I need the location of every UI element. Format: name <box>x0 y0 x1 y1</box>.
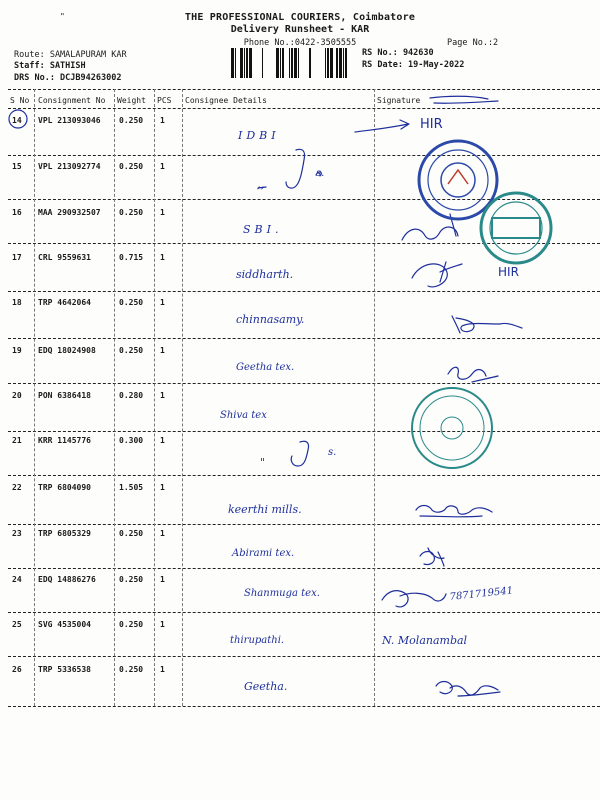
arrow-annotation <box>355 120 409 132</box>
row-consignment-no: VPL 213093046 <box>38 116 101 125</box>
row-weight: 0.250 <box>119 346 144 355</box>
column-consignee-header: Consignee Details <box>185 96 267 105</box>
row-consignment-no: TRP 5336538 <box>38 665 91 674</box>
consignee-row-26-text: Geetha. <box>244 680 288 693</box>
row-pcs: 1 <box>160 162 165 171</box>
row-separator <box>8 108 600 109</box>
consignee-row-17-text: siddharth. <box>236 268 294 281</box>
row-sno: 15 <box>12 162 22 171</box>
column-separator <box>154 89 155 706</box>
signature-row-23-ink <box>420 548 444 566</box>
row-weight: 0.250 <box>119 116 144 125</box>
row-consignment-no: TRP 6804090 <box>38 483 91 492</box>
consignee-row-21-sfx: s. <box>328 447 337 458</box>
drs-number: DRS No.: DCJB94263002 <box>14 73 122 83</box>
consignee-row-22-text: keerthi mills. <box>228 503 302 516</box>
row-separator <box>8 199 600 200</box>
row-sno: 17 <box>12 253 22 262</box>
signature-row-26-ink <box>436 682 500 697</box>
phone-number: Phone No.:0422-3505555 <box>243 38 357 48</box>
column-separator <box>182 89 183 706</box>
row-weight: 0.280 <box>119 391 144 400</box>
sheet-title: Delivery Runsheet - KAR <box>230 24 370 35</box>
row-weight: 0.250 <box>119 298 144 307</box>
column-signature-header: Signature <box>377 96 421 105</box>
consignee-row-23-text: Abirami tex. <box>232 548 295 559</box>
rs-date: RS Date: 19-May-2022 <box>362 60 465 70</box>
row-consignment-no: EDQ 14886276 <box>38 575 96 584</box>
row-sno: 22 <box>12 483 22 492</box>
consignee-row-15-text: ,, <box>257 177 265 191</box>
column-sno-header: S No <box>10 96 30 105</box>
page-number: Page No.:2 <box>447 38 499 48</box>
row-separator <box>8 656 600 657</box>
consignee-row-21-ink <box>291 441 308 466</box>
row-consignment-no: EDQ 18024908 <box>38 346 96 355</box>
row-pcs: 1 <box>160 116 165 125</box>
row-weight: 0.250 <box>119 208 144 217</box>
signature-row-22-ink <box>416 506 492 517</box>
signature-row-18-ink <box>452 316 522 333</box>
row-sno: 24 <box>12 575 22 584</box>
consignee-row-18-text: chinnasamy. <box>236 313 305 326</box>
row-separator <box>8 706 600 707</box>
row-weight: 0.250 <box>119 575 144 584</box>
row-sno: 23 <box>12 529 22 538</box>
row-sno: 26 <box>12 665 22 674</box>
row-separator <box>8 431 600 432</box>
row-pcs: 1 <box>160 346 165 355</box>
signature-row-17-text: HIR <box>498 265 519 279</box>
column-weight-header: Weight <box>117 96 146 105</box>
column-separator <box>34 89 35 706</box>
idbi-bank-stamp <box>419 141 497 219</box>
row-sno: 25 <box>12 620 22 629</box>
row-weight: 0.250 <box>119 665 144 674</box>
row-weight: 0.250 <box>119 162 144 171</box>
company-title: THE PROFESSIONAL COURIERS, Coimbatore <box>184 12 416 23</box>
barcode-image <box>231 48 353 78</box>
row-weight: 0.250 <box>119 529 144 538</box>
signature-row-24-number: 7871719541 <box>449 585 514 603</box>
row-pcs: 1 <box>160 665 165 674</box>
consignee-row-24-text: Shanmuga tex. <box>244 588 320 599</box>
row-sno: 16 <box>12 208 22 217</box>
corner-mark: " <box>60 12 65 21</box>
row-separator <box>8 243 600 244</box>
row-pcs: 1 <box>160 391 165 400</box>
row-sno: 21 <box>12 436 22 445</box>
row-sno: 18 <box>12 298 22 307</box>
row-sno: 20 <box>12 391 22 400</box>
row-separator <box>8 383 600 384</box>
row-pcs: 1 <box>160 575 165 584</box>
signature-row-16-ink <box>402 214 458 240</box>
row-consignment-no: KRR 1145776 <box>38 436 91 445</box>
row-separator <box>8 89 600 90</box>
idbi-bank-stamp-2 <box>481 193 551 263</box>
column-separator <box>114 89 115 706</box>
row-separator <box>8 524 600 525</box>
row-pcs: 1 <box>160 253 165 262</box>
row-consignment-no: MAA 290932507 <box>38 208 101 217</box>
row-pcs: 1 <box>160 208 165 217</box>
row-weight: 0.300 <box>119 436 144 445</box>
consignee-row-16-text: SBI. <box>243 223 283 236</box>
row-pcs: 1 <box>160 298 165 307</box>
signature-row-24-ink <box>382 591 446 607</box>
staff-field: Staff: SATHISH <box>14 61 86 71</box>
row-weight: 0.715 <box>119 253 144 262</box>
row-pcs: 1 <box>160 620 165 629</box>
row-pcs: 1 <box>160 483 165 492</box>
row-consignment-no: TRP 6805329 <box>38 529 91 538</box>
row-pcs: 1 <box>160 529 165 538</box>
row-separator <box>8 568 600 569</box>
row-sno: 14 <box>12 116 22 125</box>
row-separator <box>8 338 600 339</box>
column-pcs-header: PCS <box>157 96 172 105</box>
runsheet-header <box>0 0 600 100</box>
row-consignment-no: TRP 4642064 <box>38 298 91 307</box>
row-pcs: 1 <box>160 436 165 445</box>
consignee-row-15-sfx: s. <box>316 168 325 179</box>
consignee-row-20-text: Shiva tex <box>220 410 267 421</box>
signature-row-25-text: N. Molanambal <box>382 634 468 647</box>
row-sno: 19 <box>12 346 22 355</box>
consignee-row-25-text: thirupathi. <box>230 635 285 646</box>
row-separator <box>8 475 600 476</box>
row-weight: 0.250 <box>119 620 144 629</box>
signature-row-14-text: HIR <box>420 117 443 132</box>
row-consignment-no: SVG 4535004 <box>38 620 91 629</box>
row-consignment-no: CRL 9559631 <box>38 253 91 262</box>
signature-row-19-ink <box>448 367 498 382</box>
rs-number: RS No.: 942630 <box>362 48 434 58</box>
route-field: Route: SAMALAPURAM KAR <box>14 50 127 60</box>
row-consignment-no: VPL 213092774 <box>38 162 101 171</box>
column-separator <box>374 89 375 706</box>
row-separator <box>8 155 600 156</box>
row-separator <box>8 291 600 292</box>
signature-row-17-ink <box>412 262 462 287</box>
column-consignment-header: Consignment No <box>38 96 106 105</box>
row-consignment-no: PON 6386418 <box>38 391 91 400</box>
consignee-row-14-text: IDBI <box>238 129 280 142</box>
row-weight: 1.505 <box>119 483 144 492</box>
consignee-row-21-text: " <box>260 456 266 469</box>
company-stamp <box>412 388 492 468</box>
consignee-row-19-text: Geetha tex. <box>236 362 295 373</box>
row-separator <box>8 612 600 613</box>
